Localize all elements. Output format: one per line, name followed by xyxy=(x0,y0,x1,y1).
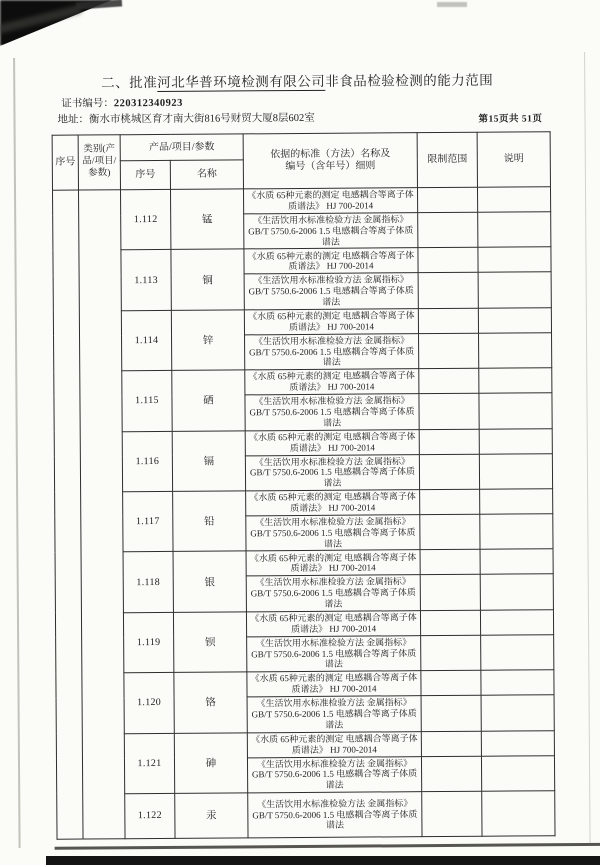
restriction-cell xyxy=(420,514,480,550)
certificate-line xyxy=(61,95,183,111)
row-number-cell: 1.119 xyxy=(123,612,173,673)
header-standard xyxy=(243,133,417,189)
restriction-cell xyxy=(417,187,477,212)
element-name-cell: 镉 xyxy=(172,430,245,491)
header-no: 序号 xyxy=(52,135,78,190)
standard-cell: 《生活饮用水标准检验方法 金属指标》GB/T 5750.6-2006 1.5 电感耦合等离子体质谱法 xyxy=(247,635,421,672)
note-cell xyxy=(482,791,555,837)
table-row xyxy=(53,308,551,336)
element-name-cell: 铬 xyxy=(174,672,247,733)
table-row xyxy=(57,791,555,839)
row-number-cell: 1.118 xyxy=(123,552,173,613)
header-standard-label: 依据的标准（方法）名称及编号（含年号）细则 xyxy=(270,147,391,173)
title-suffix: 非食品检验检测的能力范围 xyxy=(325,72,494,89)
element-name-cell: 锰 xyxy=(170,189,243,250)
table-row xyxy=(54,428,552,456)
standard-cell: 《水质 65种元素的测定 电感耦合等离子体质谱法》 HJ 700-2014 xyxy=(244,248,418,274)
address-value: 衡水市桃城区育才南大街816号财贸大厦8层602室 xyxy=(88,112,315,126)
note-cell xyxy=(480,489,553,515)
restriction-cell xyxy=(421,670,481,695)
table-row xyxy=(55,609,553,637)
restriction-cell xyxy=(418,308,478,333)
element-name-cell: 铜 xyxy=(171,249,244,310)
standard-cell: 《水质 65种元素的测定 电感耦合等离子体质谱法》 HJ 700-2014 xyxy=(246,610,420,636)
standard-cell: 《水质 65种元素的测定 电感耦合等离子体质谱法》 HJ 700-2014 xyxy=(244,308,418,334)
element-name-cell: 砷 xyxy=(174,732,247,793)
restriction-cell xyxy=(419,333,479,369)
header-category xyxy=(78,135,120,190)
restriction-cell xyxy=(418,273,478,309)
standard-cell: 《水质 65种元素的测定 电感耦合等离子体质谱法》 HJ 700-2014 xyxy=(243,188,417,214)
row-number-cell: 1.115 xyxy=(122,371,172,432)
standard-cell: 《水质 65种元素的测定 电感耦合等离子体质谱法》 HJ 700-2014 xyxy=(245,369,419,395)
standard-cell: 《生活饮用水标准检验方法 金属指标》GB/T 5750.6-2006 1.5 电感耦合等离子体质谱法 xyxy=(247,756,421,793)
element-name-cell: 钡 xyxy=(173,612,246,673)
page-indicator: 第15页共 51页 xyxy=(478,114,543,125)
note-cell xyxy=(477,187,550,213)
standard-cell: 《生活饮用水标准检验方法 金属指标》GB/T 5750.6-2006 1.5 电感耦合等离子体质谱法 xyxy=(245,454,419,491)
element-name-cell: 汞 xyxy=(175,793,248,839)
note-cell xyxy=(479,393,552,429)
address-label: 地址： xyxy=(57,114,90,126)
note-cell xyxy=(478,272,551,308)
standard-cell: 《生活饮用水标准检验方法 金属指标》GB/T 5750.6-2006 1.5 电感耦合等离子体质谱法 xyxy=(248,792,422,838)
note-cell xyxy=(479,428,552,454)
paper-edge-right xyxy=(584,52,591,844)
paper-edge-left xyxy=(13,58,21,848)
note-cell xyxy=(481,634,554,670)
header-category-label: 类别(产品/项目/参数) xyxy=(82,144,117,179)
certificate-label: 证书编号： xyxy=(61,98,114,110)
table-row xyxy=(54,368,552,396)
header-sub-no: 序号 xyxy=(120,160,170,189)
note-cell xyxy=(479,333,552,369)
note-cell xyxy=(480,574,553,610)
note-cell xyxy=(479,368,552,394)
table-row xyxy=(55,489,553,517)
restriction-cell xyxy=(419,368,479,393)
header-restriction: 限制范围 xyxy=(417,132,477,187)
standard-cell: 《水质 65种元素的测定 电感耦合等离子体质谱法》 HJ 700-2014 xyxy=(245,429,419,455)
note-cell xyxy=(480,514,553,550)
restriction-cell xyxy=(421,695,481,731)
standard-cell: 《生活饮用水标准检验方法 金属指标》GB/T 5750.6-2006 1.5 电感耦合等离子体质谱法 xyxy=(245,333,419,370)
note-cell xyxy=(481,670,554,696)
standard-cell: 《水质 65种元素的测定 电感耦合等离子体质谱法》 HJ 700-2014 xyxy=(247,731,421,757)
company-name: 河北华普环境检测有限公司 xyxy=(157,73,326,90)
row-number-cell: 1.120 xyxy=(124,673,174,734)
note-cell xyxy=(478,247,551,273)
certificate-number: 220312340923 xyxy=(113,97,183,110)
restriction-cell xyxy=(420,550,480,575)
category-column-cell xyxy=(78,190,125,839)
restriction-cell xyxy=(420,610,480,635)
row-number-cell: 1.116 xyxy=(122,431,172,492)
row-number-cell: 1.114 xyxy=(121,310,171,371)
element-name-cell: 铅 xyxy=(173,491,246,552)
title-prefix: 二、批准 xyxy=(101,74,158,91)
row-number-cell: 1.112 xyxy=(120,189,170,250)
note-cell xyxy=(480,549,553,575)
standard-cell: 《生活饮用水标准检验方法 金属指标》GB/T 5750.6-2006 1.5 电感耦合等离子体质谱法 xyxy=(246,575,420,612)
standard-cell: 《生活饮用水标准检验方法 金属指标》GB/T 5750.6-2006 1.5 电感耦合等离子体质谱法 xyxy=(246,515,420,552)
standard-cell: 《水质 65种元素的测定 电感耦合等离子体质谱法》 HJ 700-2014 xyxy=(246,490,420,516)
standard-cell: 《水质 65种元素的测定 电感耦合等离子体质谱法》 HJ 700-2014 xyxy=(247,671,421,697)
row-number-cell: 1.121 xyxy=(124,733,174,794)
table-row xyxy=(53,187,551,215)
restriction-cell xyxy=(421,635,481,671)
note-cell xyxy=(481,695,554,731)
restriction-cell xyxy=(420,489,480,514)
restriction-cell xyxy=(419,393,479,429)
standard-cell: 《生活饮用水标准检验方法 金属指标》GB/T 5750.6-2006 1.5 电感耦合等离子体质谱法 xyxy=(245,394,419,431)
table-row xyxy=(53,247,551,275)
table-row xyxy=(56,670,554,698)
restriction-cell xyxy=(419,429,479,454)
header-note: 说明 xyxy=(477,132,550,188)
row-number-cell: 1.113 xyxy=(121,250,171,311)
restriction-cell xyxy=(422,791,482,836)
note-cell xyxy=(481,755,554,791)
restriction-cell xyxy=(420,575,480,611)
page-title xyxy=(0,68,597,92)
note-cell xyxy=(479,453,552,489)
standard-cell: 《生活饮用水标准检验方法 金属指标》GB/T 5750.6-2006 1.5 电感耦合等离子体质谱法 xyxy=(247,696,421,733)
restriction-cell xyxy=(418,248,478,273)
restriction-cell xyxy=(421,731,481,756)
standard-cell: 《生活饮用水标准检验方法 金属指标》GB/T 5750.6-2006 1.5 电感耦合等离子体质谱法 xyxy=(244,273,418,310)
restriction-cell xyxy=(418,212,478,248)
table-row xyxy=(55,549,553,577)
restriction-cell xyxy=(421,756,481,792)
header-sub-name: 名称 xyxy=(170,160,243,190)
table-row xyxy=(56,730,554,758)
element-name-cell: 锌 xyxy=(171,310,244,371)
note-cell xyxy=(478,308,551,334)
element-name-cell: 银 xyxy=(173,551,246,612)
row-number-cell: 1.117 xyxy=(123,491,173,552)
row-number-cell: 1.122 xyxy=(125,793,175,838)
paper-edge-bottom xyxy=(55,843,600,850)
capability-table xyxy=(52,131,556,839)
restriction-cell xyxy=(419,454,479,490)
note-cell xyxy=(481,730,554,756)
note-cell xyxy=(480,609,553,635)
header-product-group: 产品/项目/参数 xyxy=(120,134,243,161)
note-cell xyxy=(478,212,551,248)
address-line xyxy=(57,110,314,127)
standard-cell: 《水质 65种元素的测定 电感耦合等离子体质谱法》 HJ 700-2014 xyxy=(246,550,420,576)
element-name-cell: 硒 xyxy=(172,370,245,431)
standard-cell: 《生活饮用水标准检验方法 金属指标》GB/T 5750.6-2006 1.5 电感耦合等离子体质谱法 xyxy=(244,213,418,250)
